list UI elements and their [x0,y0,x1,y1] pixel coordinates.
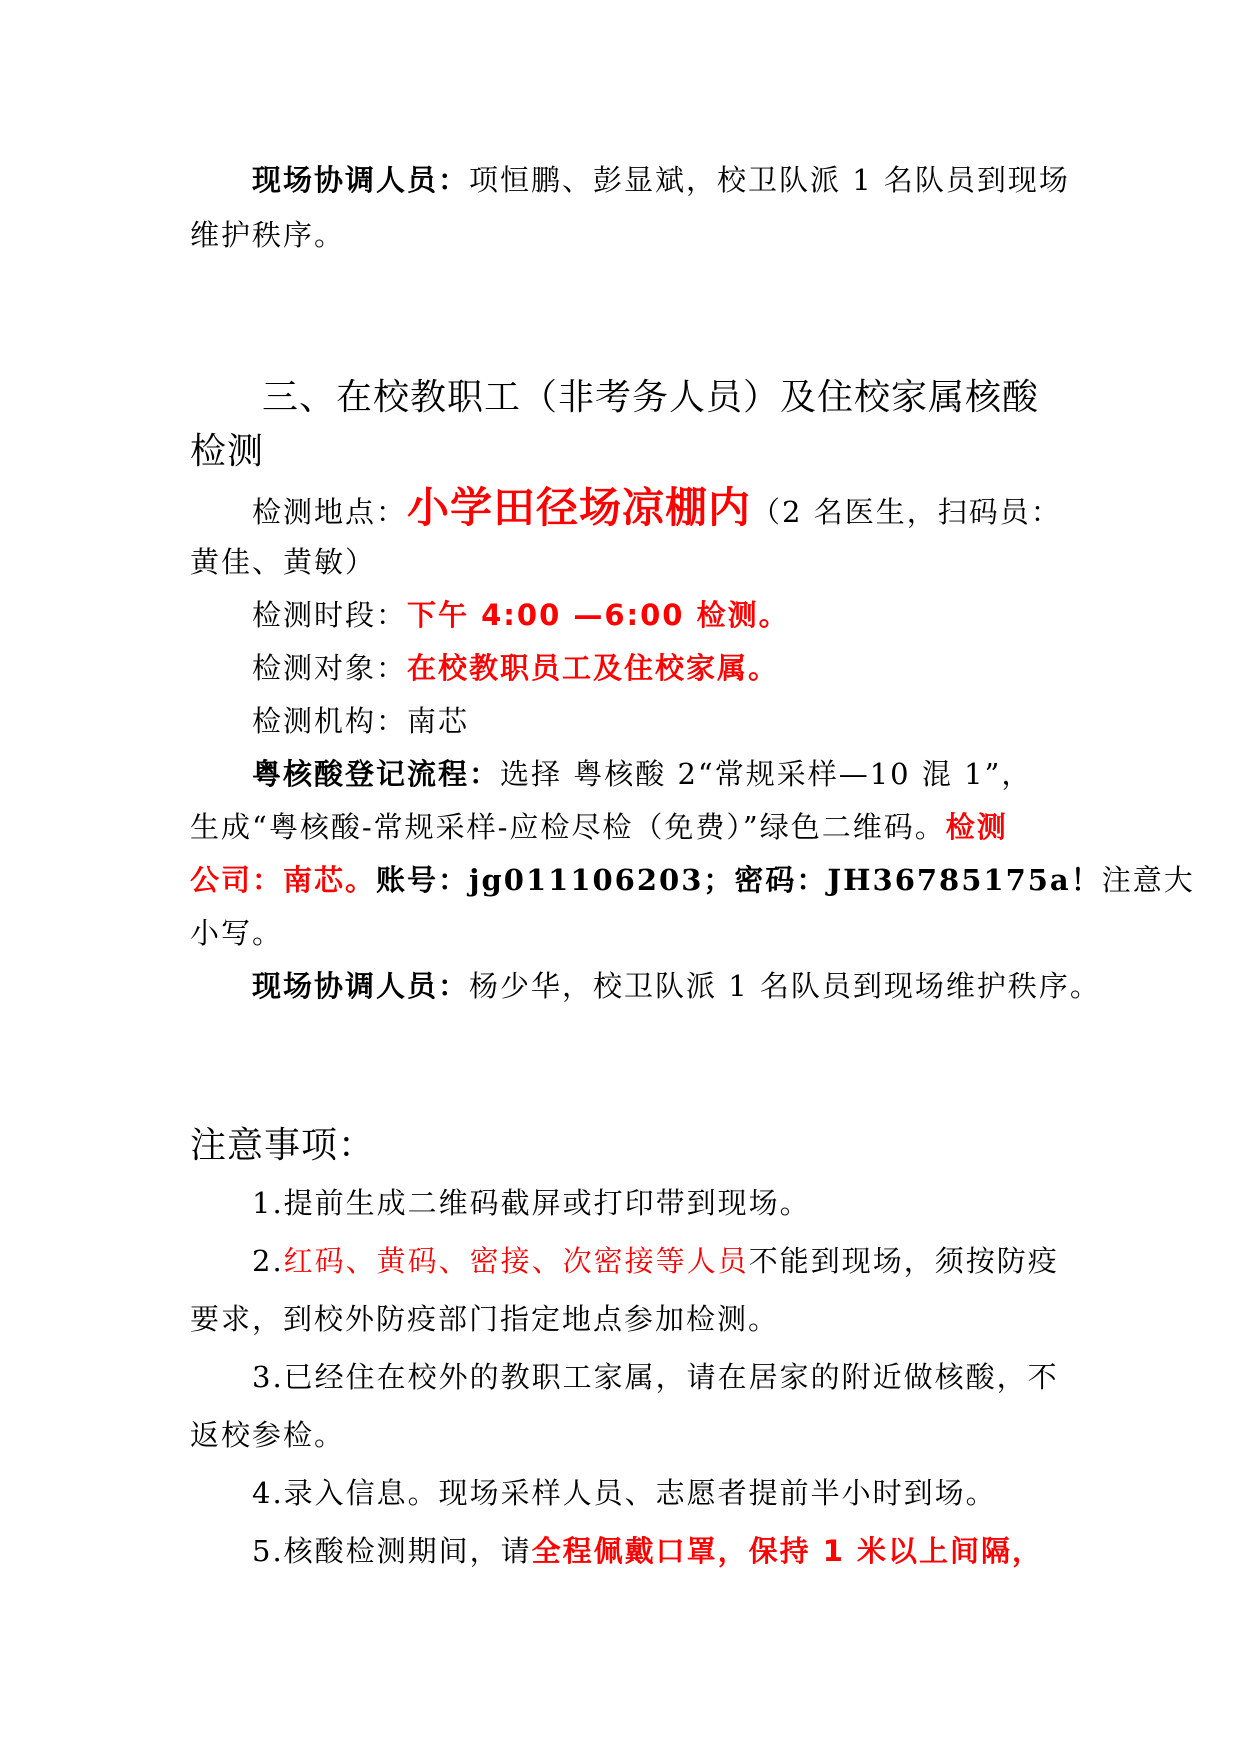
section3-coordinator-line [252,966,1101,1006]
notes-item-2-rest: 不能到现场，须按防疫 [748,1244,1059,1278]
registration-line1 [252,754,1032,794]
location-value: 小学田径场凉棚内 [407,483,752,532]
notes-item-5 [252,1531,1043,1571]
notes-item-2-red: 红码、黄码、密接、次密接等人员 [283,1244,749,1278]
agency-line [252,701,469,741]
notes-item-3-line2: 返校参检。 [190,1418,346,1452]
registration-line4: 小写。 [190,916,284,950]
notes-heading: 注意事项： [190,1125,376,1166]
time-line [252,595,790,635]
section3-coordinator-label: 现场协调人员： [252,969,470,1003]
location-label: 检测地点： [252,495,408,529]
registration-text1: 选择 粤核酸 2“常规采样—10 混 1”， [500,757,1033,791]
agency-label: 检测机构： [252,704,408,738]
target-label: 检测对象： [252,651,408,685]
section2-coordinator-label: 现场协调人员： [252,163,470,197]
notes-item-2-prefix: 2. [252,1244,284,1278]
target-value: 在校教职员工及住校家属。 [407,651,780,685]
section3-coordinator-text: 杨少华，校卫队派 1 名队员到现场维护秩序。 [469,969,1101,1003]
notes-item-4: 4.录入信息。现场采样人员、志愿者提前半小时到场。 [252,1476,997,1510]
notes-item-2-line2: 要求，到校外防疫部门指定地点参加检测。 [190,1302,780,1336]
notes-item-5-prefix: 5.核酸检测期间，请 [252,1534,532,1568]
target-line [252,648,779,688]
registration-company-label: 检测 [945,810,1008,844]
time-label: 检测时段： [252,598,408,632]
section2-coordinator-line1 [252,160,1070,200]
registration-note: 注意大 [1101,863,1195,897]
registration-text2: 生成“粤核酸-常规采样-应检尽检（免费）”绿色二维码。 [190,810,946,844]
registration-credentials: 账号：jg011106203；密码：JH36785175a！ [376,863,1102,897]
registration-line2 [190,807,1008,847]
section2-coordinator-line2: 维护秩序。 [190,218,346,252]
section2-coordinator-text: 项恒鹏、彭显斌，校卫队派 1 名队员到现场 [469,163,1070,197]
section3-heading-line2: 检测 [190,431,265,472]
notes-item-1: 1.提前生成二维码截屏或打印带到现场。 [252,1186,811,1220]
registration-label: 粤核酸登记流程： [252,757,501,791]
time-value: 下午 4:00 —6:00 检测。 [407,598,790,632]
location-line [252,480,1062,540]
notes-item-3-line1: 3.已经住在校外的教职工家属，请在居家的附近做核酸，不 [252,1360,1059,1394]
agency-value: 南芯 [407,704,470,738]
registration-line3 [190,860,1195,900]
location-note: （2 名医生，扫码员： [751,495,1062,529]
registration-company-value: 公司：南芯。 [190,863,377,897]
section3-heading-line1: 三、在校教职工（非考务人员）及住校家属核酸 [262,377,1040,418]
notes-item-5-red: 全程佩戴口罩，保持 1 米以上间隔， [531,1534,1044,1568]
location-note-line2: 黄佳、黄敏） [190,545,377,579]
notes-item-2-line1 [252,1241,1059,1281]
